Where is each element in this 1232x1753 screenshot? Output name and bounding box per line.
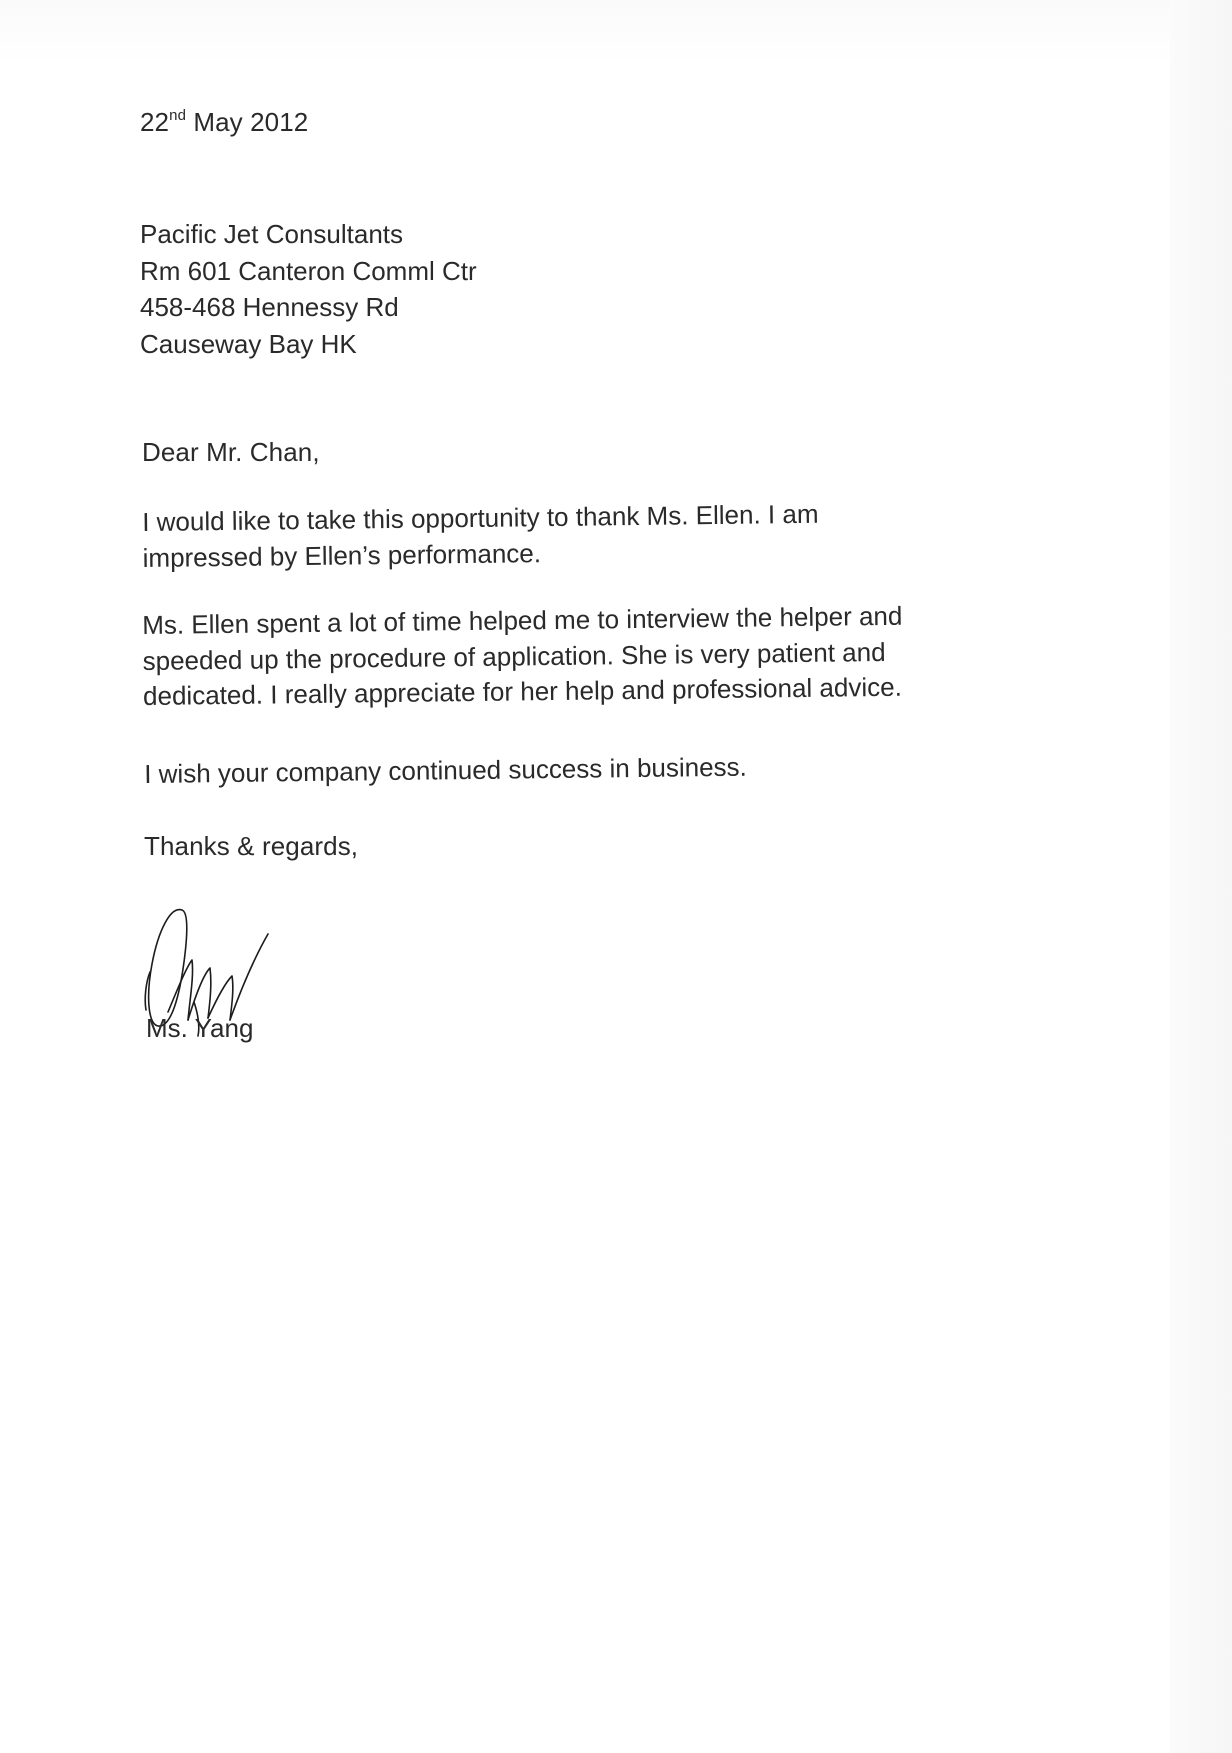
- date-month-year: May 2012: [186, 107, 309, 137]
- paragraph-line: dedicated. I really appreciate for her help and professional advice.: [142, 671, 903, 711]
- date-suffix: nd: [169, 107, 187, 124]
- recipient-address-line-1: Rm 601 Canteron Comml Ctr: [140, 255, 477, 286]
- paragraph-thanks: [142, 494, 1023, 576]
- recipient-company: Pacific Jet Consultants: [140, 219, 404, 249]
- scan-shadow-right: [1170, 0, 1232, 1753]
- letter-date: [140, 105, 308, 144]
- paragraph-line: Ms. Ellen spent a lot of time helped me to interview the helper and: [142, 600, 903, 640]
- paragraph-wishes: [144, 746, 1024, 792]
- paragraph-line: I wish your company continued success in business.: [144, 751, 747, 789]
- closing: Thanks & regards,: [144, 831, 359, 861]
- paragraph-line: impressed by Ellen’s performance.: [142, 537, 542, 573]
- salutation: Dear Mr. Chan,: [142, 437, 320, 467]
- recipient-address-line-2: 458-468 Hennessy Rd: [140, 292, 399, 322]
- recipient-address-line-3: Causeway Bay HK: [140, 328, 357, 359]
- paragraph-line: speeded up the procedure of application. She is very patient and: [142, 636, 886, 676]
- paragraph-line: I would like to take this opportunity to thank Ms. Ellen. I am: [142, 498, 819, 537]
- paragraph-details: [142, 597, 1023, 714]
- scan-shadow-top: [0, 0, 1170, 64]
- date-day: 22: [140, 107, 170, 137]
- signer-name: Ms. Yang: [146, 1013, 254, 1043]
- recipient-address: [140, 216, 477, 362]
